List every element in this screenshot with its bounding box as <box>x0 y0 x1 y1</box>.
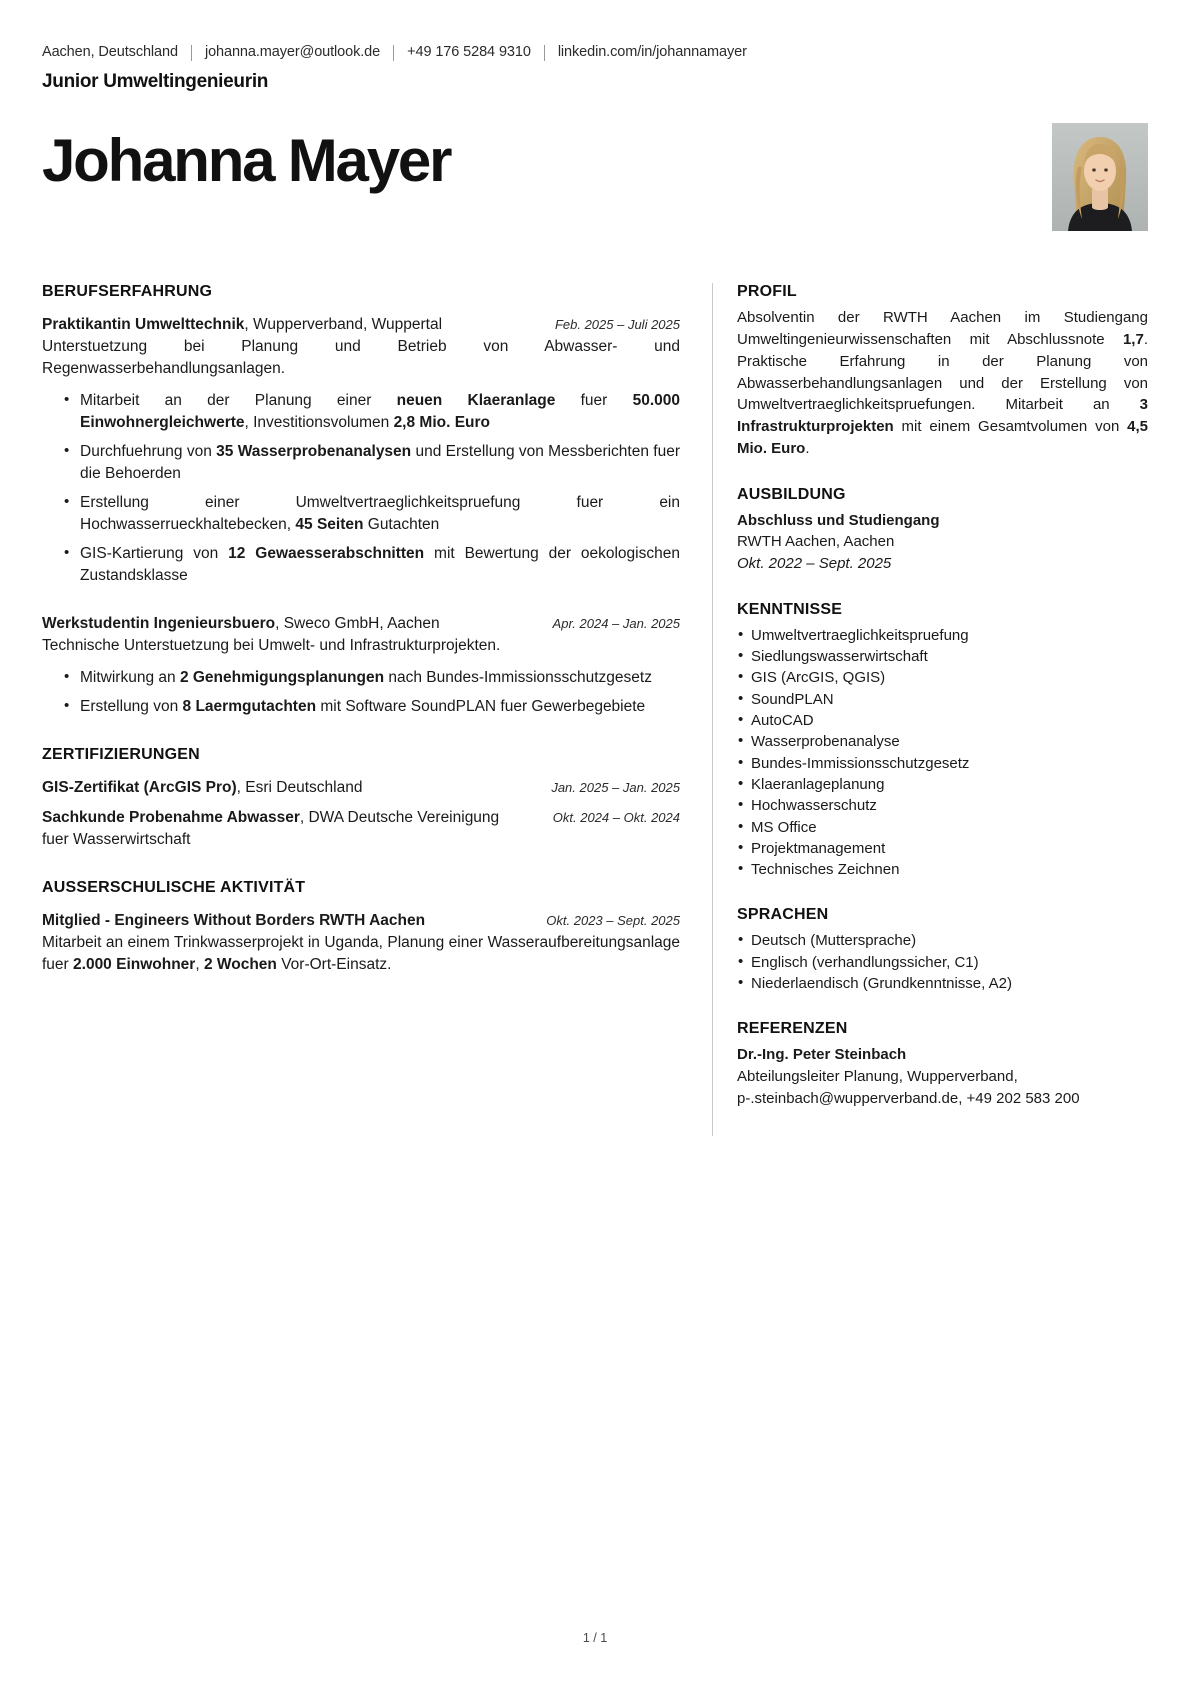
section-title-experience: BERUFSERFAHRUNG <box>42 283 213 301</box>
section-profile <box>737 283 1148 459</box>
page-indicator: 1 / 1 <box>582 1631 608 1645</box>
contact-divider <box>191 45 192 61</box>
contact-email[interactable]: johanna.mayer@outlook.de <box>204 44 381 60</box>
sidebar-column <box>712 283 1148 1135</box>
page-title: Johanna Mayer <box>42 127 451 195</box>
section-title-references: REFERENZEN <box>737 1020 848 1038</box>
main-column <box>42 283 702 992</box>
activity-date: Okt. 2023 – Sept. 2025 <box>546 913 680 929</box>
experience-description: Technische Unterstuetzung bei Umwelt- und Infrastrukturprojekten. <box>42 637 501 655</box>
contact-linkedin[interactable]: linkedin.com/in/johannamayer <box>557 44 747 60</box>
list-item: • GIS-Kartierung von 12 Gewaesserabschnitten mit Bewertung der oekologischen Zustandsklasse <box>64 543 680 587</box>
list-item: • Mitwirkung an 2 Genehmigungsplanungen nach Bundes-Immissionsschutzgesetz <box>64 667 680 689</box>
education-degree: Abschluss und Studiengang <box>737 511 940 529</box>
list-item: • Erstellung einer Umweltvertraeglichkeitspruefung fuer ein Hochwasserrueckhaltebecken, 45 Seiten Gutachten <box>64 492 680 536</box>
list-item: • Projektmanagement <box>737 838 1148 859</box>
section-title-skills: KENNTNISSE <box>737 600 843 618</box>
certification-date: Jan. 2025 – Jan. 2025 <box>551 780 680 796</box>
list-item: • MS Office <box>737 817 1148 838</box>
activity-description: Mitarbeit an einem Trinkwasserprojekt in Uganda, Planung einer Wasseraufbereitungsanlage fuer 2.000 Einwohner, 2 Wochen Vor-Ort-Einsatz. <box>42 934 680 974</box>
activity-title <box>42 910 530 932</box>
section-activity <box>42 879 680 976</box>
experience-date: Apr. 2024 – Jan. 2025 <box>552 616 680 632</box>
entry-header <box>42 314 680 336</box>
contact-location: Aachen, Deutschland <box>42 44 178 60</box>
activity-name: Mitglied - Engineers Without Borders RWTH Aachen <box>42 912 426 930</box>
reference-name: Dr.-Ing. Peter Steinbach <box>737 1046 907 1064</box>
reference-detail: Abteilungsleiter Planung, Wupperverband, p-.steinbach@wupperverband.de, +49 202 583 200 <box>737 1068 1080 1107</box>
section-title-profile: PROFIL <box>737 283 797 301</box>
experience-company: , Wupperverband, Wuppertal <box>244 316 443 334</box>
experience-company: , Sweco GmbH, Aachen <box>275 615 440 633</box>
page-footer <box>0 1631 1190 1645</box>
certification-entry <box>42 807 680 851</box>
experience-entry <box>42 314 680 587</box>
list-item: • Niederlaendisch (Grundkenntnisse, A2) <box>737 973 1148 994</box>
section-title-certifications: ZERTIFIZIERUNGEN <box>42 746 200 764</box>
certification-issuer: , Esri Deutschland <box>236 779 363 797</box>
education-school: RWTH Aachen, Aachen <box>737 533 895 551</box>
certification-issuer: , DWA Deutsche Vereinigung fuer Wasserwirtschaft <box>42 809 500 849</box>
list-item: • Hochwasserschutz <box>737 795 1148 816</box>
section-certifications <box>42 746 680 851</box>
certification-name: Sachkunde Probenahme Abwasser <box>42 809 300 827</box>
section-title-education: AUSBILDUNG <box>737 485 846 503</box>
list-item: • Durchfuehrung von 35 Wasserprobenanalysen und Erstellung von Messberichten fuer die Behoerden <box>64 441 680 485</box>
experience-bullets <box>42 390 680 587</box>
experience-role: Werkstudentin Ingenieursbuero <box>42 615 276 633</box>
section-skills <box>737 601 1148 881</box>
certification-date: Okt. 2024 – Okt. 2024 <box>552 810 680 826</box>
content-columns <box>42 283 1148 1135</box>
section-title-activity: AUSSERSCHULISCHE AKTIVITÄT <box>42 879 306 897</box>
contact-phone[interactable]: +49 176 5284 9310 <box>407 44 531 60</box>
section-title-languages: SPRACHEN <box>737 906 829 924</box>
list-item: • Bundes-Immissionsschutzgesetz <box>737 753 1148 774</box>
entry-header <box>42 613 680 635</box>
list-item: • Wasserprobenanalyse <box>737 731 1148 752</box>
education-date: Okt. 2022 – Sept. 2025 <box>737 555 892 573</box>
skills-list <box>737 625 1148 881</box>
section-education <box>737 486 1148 575</box>
list-item: • Siedlungswasserwirtschaft <box>737 646 1148 667</box>
section-experience <box>42 283 680 718</box>
list-item: • Umweltvertraeglichkeitspruefung <box>737 625 1148 646</box>
certification-title <box>42 777 535 799</box>
list-item: • SoundPLAN <box>737 689 1148 710</box>
experience-title <box>42 613 537 635</box>
list-item: • Erstellung von 8 Laermgutachten mit Software SoundPLAN fuer Gewerbegebiete <box>64 696 680 718</box>
profile-text: Absolventin der RWTH Aachen im Studiengang Umweltingenieurwissenschaften mit Abschlussnote 1,7. Praktische Erfahrung in der Planung von Abwasserbehandlungsanlagen und der Erstellung von Umweltvertraeglichkeitspruefungen. Mitarbeit an 3 Infrastrukturprojekten mit einem Gesamtvolumen von 4,5 Mio. Euro. <box>737 309 1148 457</box>
contact-divider <box>393 45 394 61</box>
list-item: • Englisch (verhandlungssicher, C1) <box>737 952 1148 973</box>
certification-title <box>42 807 512 851</box>
experience-description: Unterstuetzung bei Planung und Betrieb von Abwasser- und Regenwasserbehandlungsanlagen. <box>42 338 680 378</box>
section-languages <box>737 906 1148 994</box>
profile-photo-icon <box>1052 123 1148 231</box>
contact-line <box>42 44 1148 61</box>
experience-date: Feb. 2025 – Juli 2025 <box>554 317 680 333</box>
list-item: • Mitarbeit an der Planung einer neuen Klaeranlage fuer 50.000 Einwohnergleichwerte, Investitionsvolumen 2,8 Mio. Euro <box>64 390 680 434</box>
list-item: • GIS (ArcGIS, QGIS) <box>737 667 1148 688</box>
certification-entry <box>42 777 680 799</box>
experience-entry <box>42 613 680 718</box>
name-row <box>42 123 1148 231</box>
activity-entry <box>42 910 680 976</box>
entry-header <box>42 910 680 932</box>
job-title: Junior Umweltingenieurin <box>42 71 269 93</box>
entry-header <box>42 807 680 851</box>
avatar <box>1052 123 1148 231</box>
experience-role: Praktikantin Umwelttechnik <box>42 316 245 334</box>
section-references <box>737 1020 1148 1109</box>
languages-list <box>737 930 1148 994</box>
list-item: • Klaeranlageplanung <box>737 774 1148 795</box>
certification-name: GIS-Zertifikat (ArcGIS Pro) <box>42 779 237 797</box>
list-item: • Deutsch (Muttersprache) <box>737 930 1148 951</box>
list-item: • AutoCAD <box>737 710 1148 731</box>
list-item: • Technisches Zeichnen <box>737 859 1148 880</box>
experience-bullets <box>42 667 680 718</box>
contact-divider <box>544 45 545 61</box>
experience-title <box>42 314 539 336</box>
entry-header <box>42 777 680 799</box>
